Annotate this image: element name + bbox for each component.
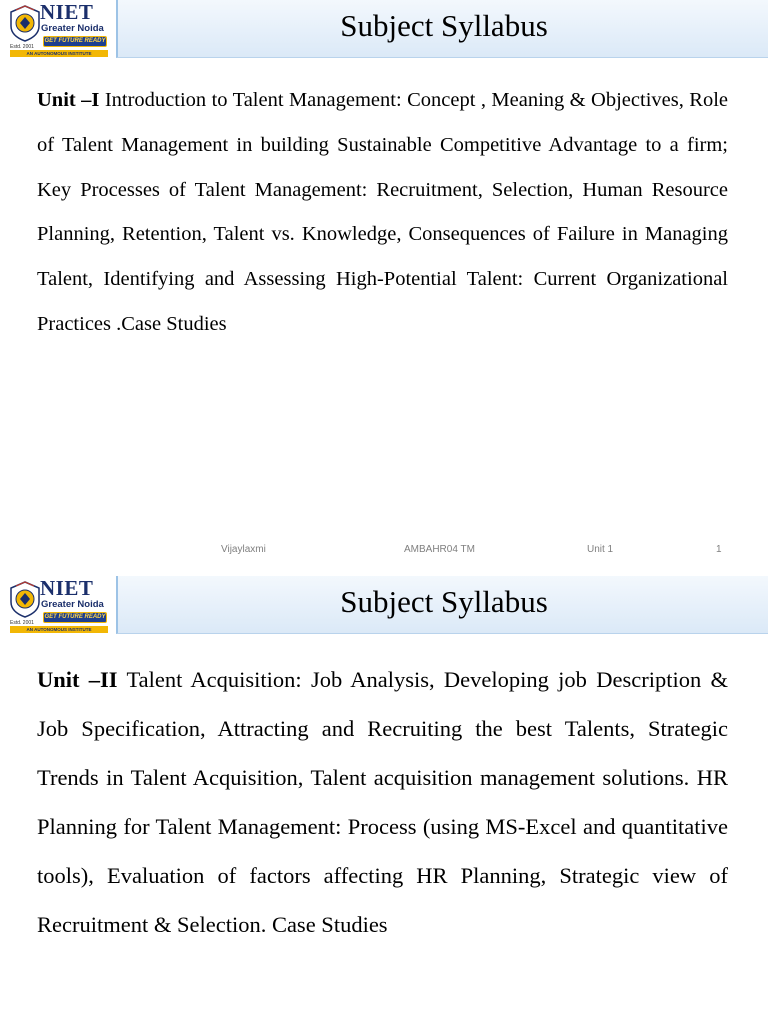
niet-logo <box>8 578 108 634</box>
logo-tagline: GET FUTURE READY <box>43 36 107 47</box>
logo-estd: Estd. 2001 <box>10 44 34 50</box>
unit-description: Talent Acquisition: Job Analysis, Developing job Description & Job Specification, Attracting and Recruiting the best Talents, Strategic Trends in Talent Acquisition, Talent acquisition management solutions. HR Planning for Talent Management: Process (using MS-Excel and quantitative tools), Evaluation of factors affecting HR Planning, Strategic view of Recruitment & Selection. Case Studies <box>37 667 728 937</box>
title-bar <box>116 0 768 58</box>
niet-logo <box>8 2 108 58</box>
footer-course-code: AMBAHR04 TM <box>404 544 475 555</box>
logo-tagline: GET FUTURE READY <box>43 612 107 623</box>
niet-emblem-icon <box>8 580 42 618</box>
unit-label: Unit –I <box>37 89 100 111</box>
footer-author: Vijaylaxmi <box>221 544 266 555</box>
logo-name: NIET <box>40 576 94 600</box>
logo-bottom-strip: AN AUTONOMOUS INSTITUTE <box>10 626 108 633</box>
logo-name: NIET <box>40 0 94 24</box>
slide-2 <box>0 576 768 1024</box>
logo-estd: Estd. 2001 <box>10 620 34 626</box>
unit-label: Unit –II <box>37 667 118 692</box>
page-title: Subject Syllabus <box>340 8 548 43</box>
title-bar <box>116 576 768 634</box>
footer-page-number: 1 <box>716 544 722 555</box>
logo-location: Greater Noida <box>41 23 104 34</box>
footer-unit: Unit 1 <box>587 544 614 555</box>
logo-bottom-strip: AN AUTONOMOUS INSTITUTE <box>10 50 108 57</box>
syllabus-content <box>37 655 728 949</box>
page-title: Subject Syllabus <box>340 584 548 619</box>
unit-description: Introduction to Talent Management: Concept , Meaning & Objectives, Role of Talent Management in building Sustainable Competitive Advantage to a firm; Key Processes of Talent Management: Recruitment, Selection, Human Resource Planning, Retention, Talent vs. Knowledge, Consequences of Failure in Managing Talent, Identifying and Assessing High-Potential Talent: Current Organizational Practices .Case Studies <box>37 89 728 335</box>
syllabus-content <box>37 78 728 347</box>
logo-location: Greater Noida <box>41 599 104 610</box>
slide-footer <box>0 544 768 558</box>
niet-emblem-icon <box>8 4 42 42</box>
